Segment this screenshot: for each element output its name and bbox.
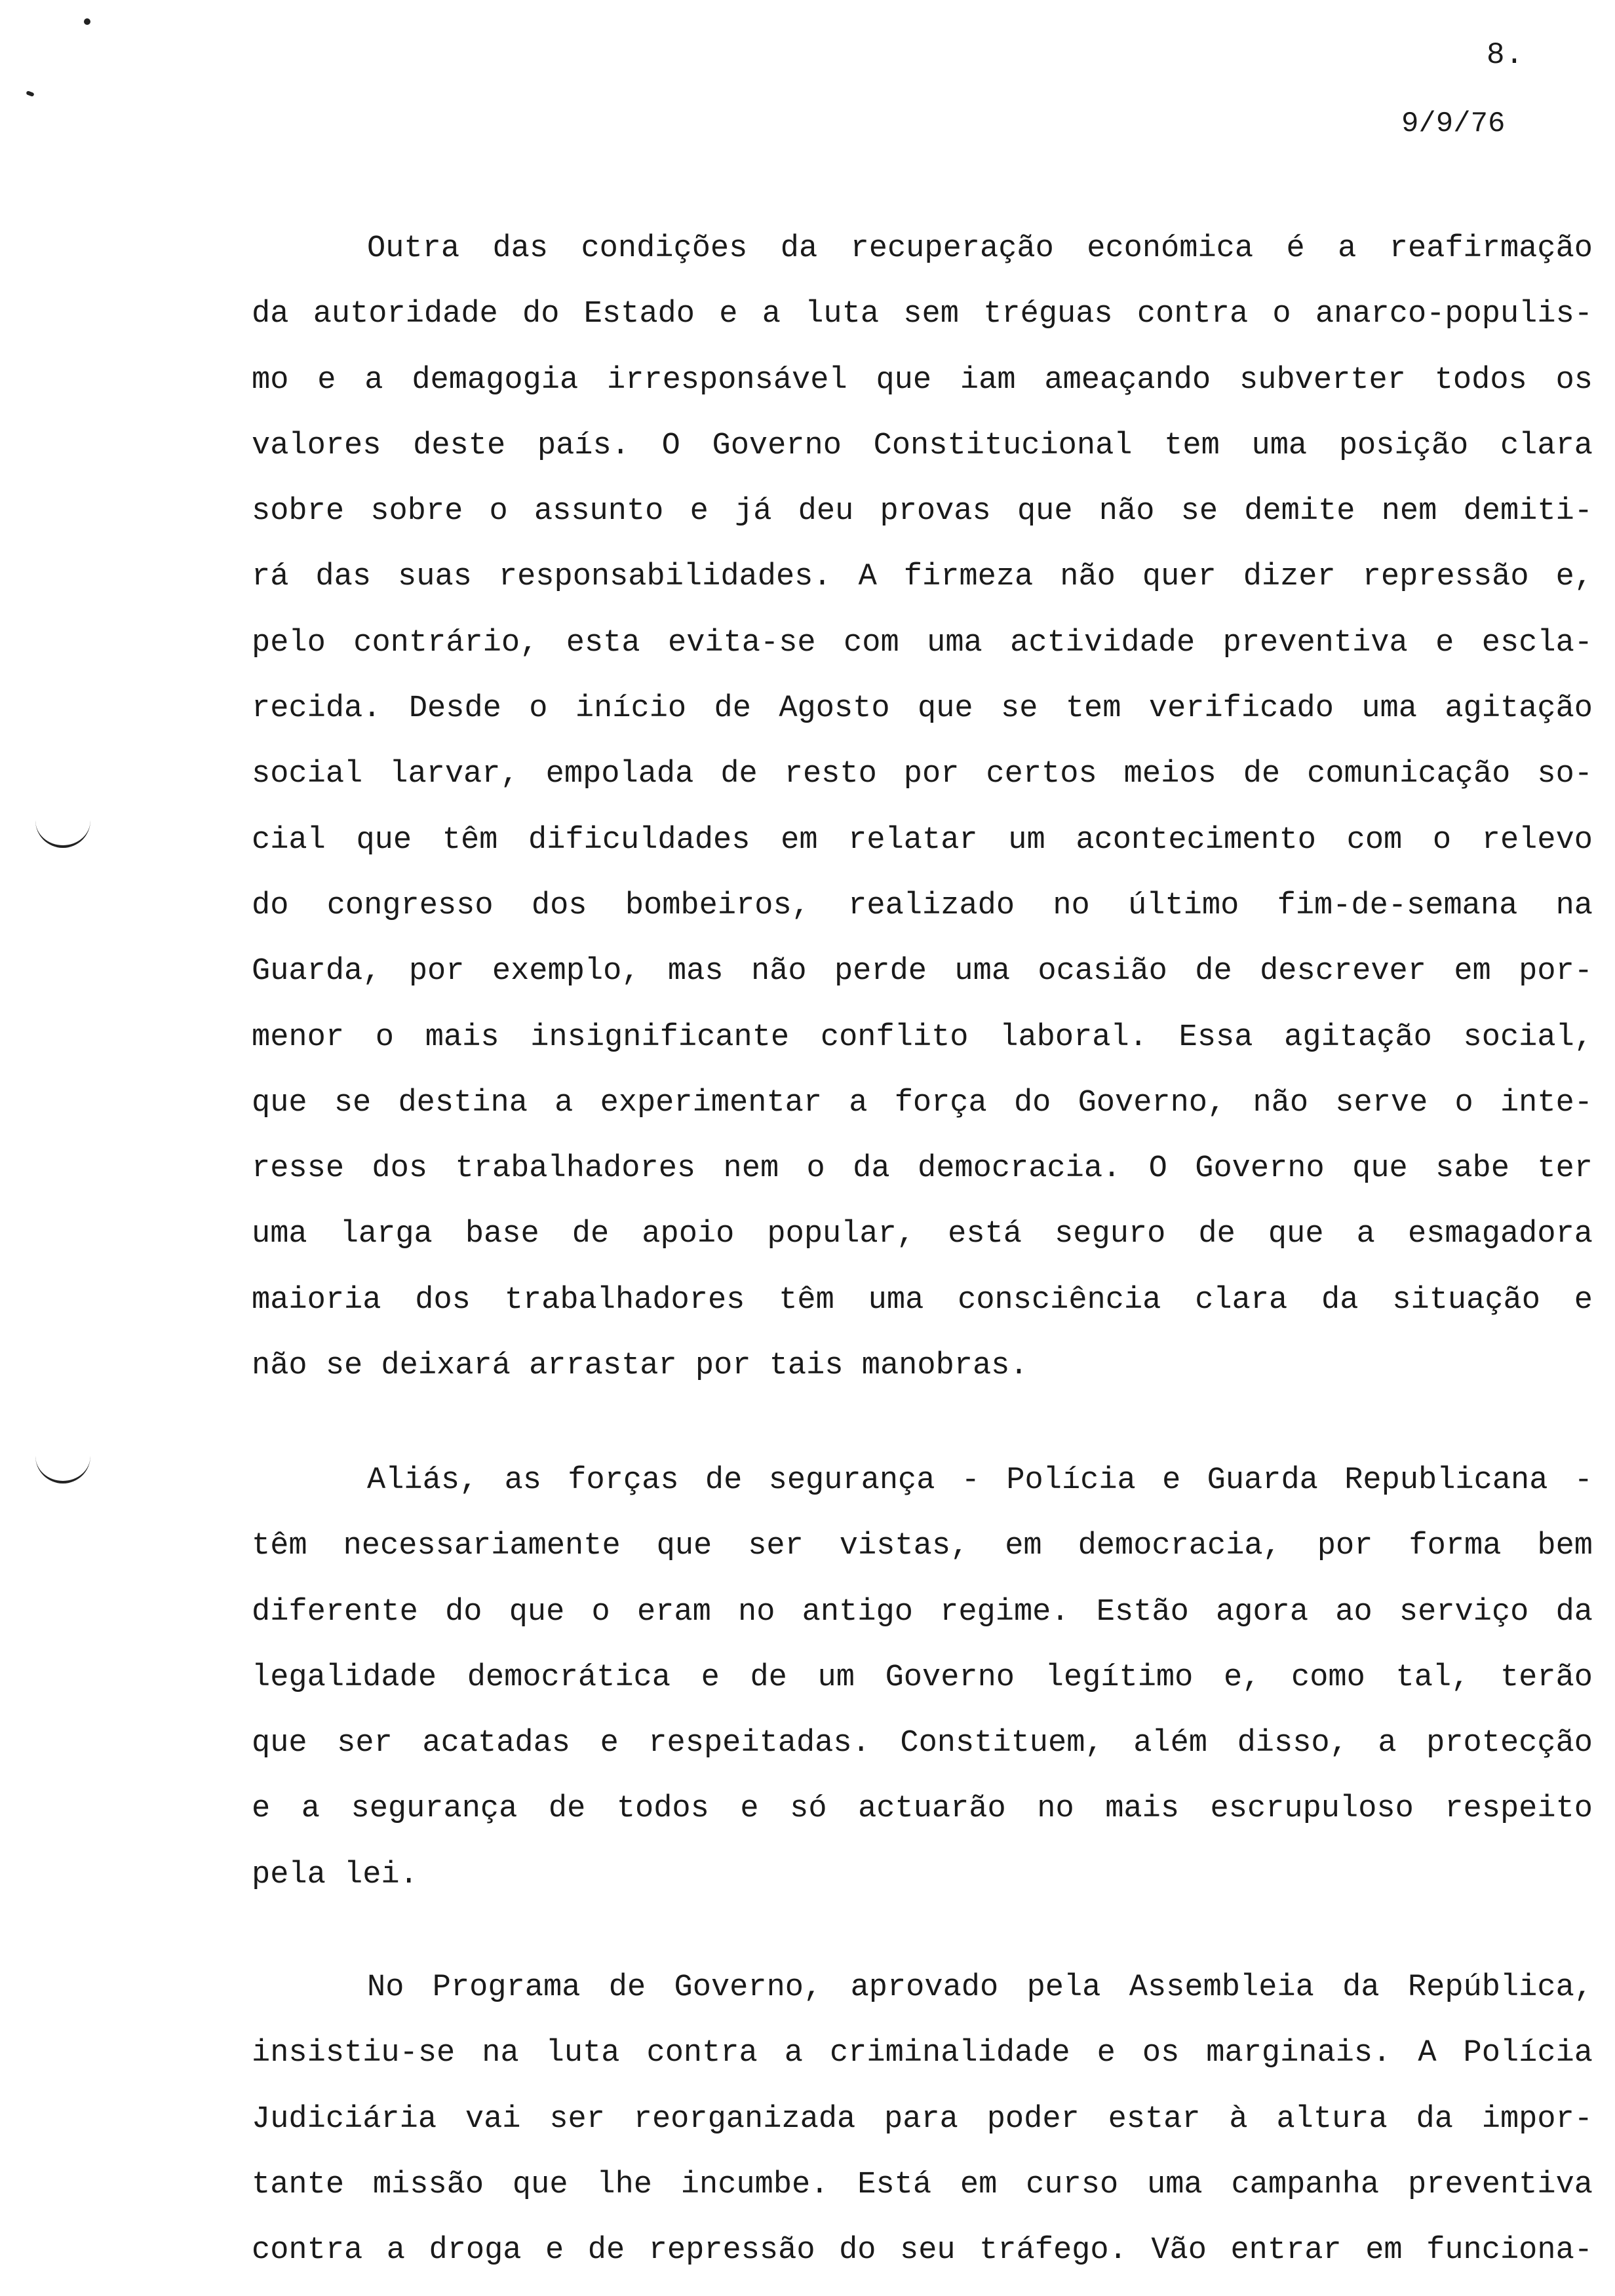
text-line: que ser acatadas e respeitadas. Constituem, além disso, a protecção [252,1726,1593,1761]
text-line: pelo contrário, esta evita-se com uma actividade preventiva e escla- [252,625,1593,660]
page-number: 8. [1487,38,1525,72]
text-line: valores deste país. O Governo Constitucional tem uma posição clara [252,428,1593,463]
text-line: social larvar, empolada de resto por certos meios de comunicação so- [252,757,1593,792]
text-line: legalidade democrática e de um Governo legítimo e, como tal, terão [252,1660,1593,1695]
punch-hole-mark [35,1455,90,1483]
paragraph [252,1448,1593,1908]
text-line: insistiu-se na luta contra a criminalidade e os marginais. A Polícia [252,2036,1593,2071]
text-line: diferente do que o eram no antigo regime. Estão agora ao serviço da [252,1594,1593,1630]
text-line: e a segurança de todos e só actuarão no mais escrupuloso respeito [252,1791,1593,1827]
text-line: Guarda, por exemplo, mas não perde uma ocasião de descrever em por- [252,954,1593,989]
paragraph [252,216,1593,1399]
text-line: rá das suas responsabilidades. A firmeza não quer dizer repressão e, [252,560,1593,595]
text-line: contra a droga e de repressão do seu tráfego. Vão entrar em funciona- [252,2233,1593,2268]
paragraph [252,1955,1593,2284]
punch-hole-mark [35,819,90,848]
text-line: da autoridade do Estado e a luta sem tréguas contra o anarco-populis- [252,297,1593,332]
text-line: sobre sobre o assunto e já deu provas que não se demite nem demiti- [252,494,1593,529]
text-line: resse dos trabalhadores nem o da democracia. O Governo que sabe ter [252,1151,1593,1187]
text-line: maioria dos trabalhadores têm uma consciência clara da situação e [252,1282,1593,1318]
text-line: do congresso dos bombeiros, realizado no último fim-de-semana na [252,888,1593,923]
text-line: tante missão que lhe incumbe. Está em curso uma campanha preventiva [252,2167,1593,2202]
page-date: 9/9/76 [1401,107,1506,140]
ink-mark [26,90,34,97]
ink-dot [84,18,90,25]
text-line: têm necessariamente que ser vistas, em democracia, por forma bem [252,1529,1593,1564]
text-line: pela lei. [252,1857,418,1892]
text-line: Outra das condições da recuperação económica é a reafirmação [367,231,1593,266]
text-line: não se deixará arrastar por tais manobras. [252,1349,1028,1384]
text-line: recida. Desde o início de Agosto que se tem verificado uma agitação [252,691,1593,727]
text-line: menor o mais insignificante conflito laboral. Essa agitação social, [252,1020,1593,1055]
text-line: Judiciária vai ser reorganizada para poder estar à altura da impor- [252,2101,1593,2137]
text-line: No Programa de Governo, aprovado pela Assembleia da República, [367,1970,1593,2005]
text-line: Aliás, as forças de segurança - Polícia e Guarda Republicana - [367,1463,1593,1498]
text-line: mo e a demagogia irresponsável que iam ameaçando subverter todos os [252,362,1593,398]
text-line: cial que têm dificuldades em relatar um acontecimento com o relevo [252,822,1593,858]
text-line: que se destina a experimentar a força do Governo, não serve o inte- [252,1085,1593,1120]
text-line: uma larga base de apoio popular, está seguro de que a esmagadora [252,1217,1593,1252]
